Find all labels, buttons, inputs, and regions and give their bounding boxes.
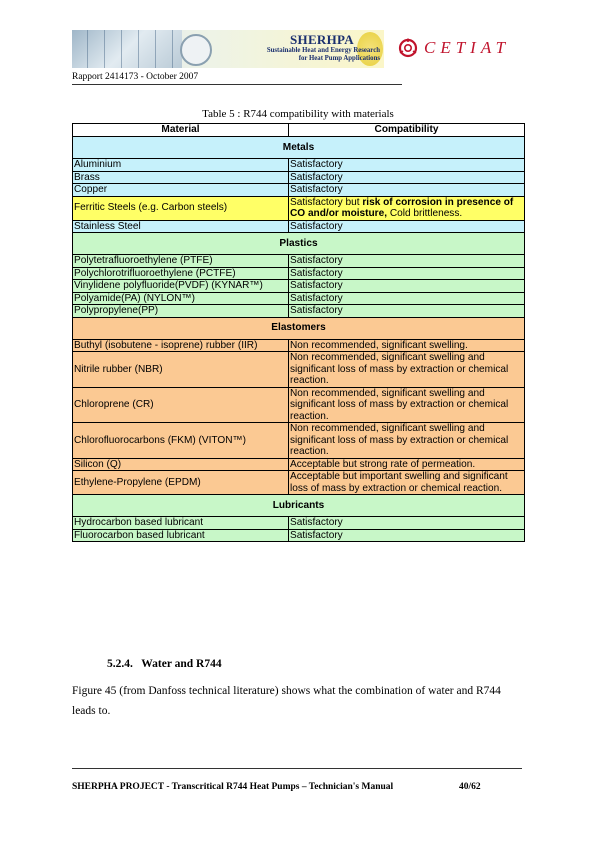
table-row-highlighted: [73, 196, 525, 220]
section-title: Plastics: [73, 233, 525, 255]
compatibility-cell: Satisfactory: [289, 280, 525, 293]
compatibility-cell: Acceptable but strong rate of permeation.: [289, 458, 525, 471]
material-cell: Silicon (Q): [73, 458, 289, 471]
column-header-material: Material: [73, 124, 289, 137]
material-cell: Ferritic Steels (e.g. Carbon steels): [73, 196, 289, 220]
table-row: [73, 171, 525, 184]
compatibility-cell: Satisfactory: [289, 220, 525, 233]
logo-title: SHERHPA: [290, 32, 354, 47]
compatibility-cell: Satisfactory: [289, 267, 525, 280]
table-row: [73, 423, 525, 459]
header-divider: [72, 84, 402, 85]
table-row: [73, 267, 525, 280]
compatibility-cell: Satisfactory: [289, 305, 525, 318]
table-row: [73, 184, 525, 197]
table-row: [73, 387, 525, 423]
section-title: Metals: [73, 137, 525, 159]
material-cell: Hydrocarbon based lubricant: [73, 517, 289, 530]
compatibility-cell: Non recommended, significant swelling and significant loss of mass by extraction or chemical reaction.: [289, 352, 525, 388]
logo-subtitle-line2: for Heat Pump Applications: [298, 55, 380, 62]
material-cell: Chlorofluorocarbons (FKM) (VITON™): [73, 423, 289, 459]
section-title: Elastomers: [73, 317, 525, 339]
material-cell: Stainless Steel: [73, 220, 289, 233]
heat-pump-graphic: [180, 34, 212, 66]
footer-project-title: SHERPHA PROJECT - Transcritical R744 Heat Pumps – Technician's Manual: [72, 782, 394, 792]
compatibility-cell: Satisfactory: [289, 529, 525, 542]
compatibility-text: Satisfactory but: [290, 196, 363, 208]
section-heading: 5.2.4. Water and R744: [107, 658, 222, 670]
table-row: [73, 305, 525, 318]
report-reference: Rapport 2414173 - October 2007: [72, 72, 199, 82]
logo-subtitle-line1: Sustainable Heat and Energy Research: [266, 47, 380, 54]
table-row: [73, 292, 525, 305]
table-header-row: [73, 124, 525, 137]
material-cell: Polypropylene(PP): [73, 305, 289, 318]
table-caption: Table 5 : R744 compatibility with materials: [202, 108, 394, 120]
table-row: [73, 220, 525, 233]
corrosion-warning: risk of corrosion in presence of CO and/or moisture,: [290, 196, 514, 219]
material-cell: Polyamide(PA) (NYLON™): [73, 292, 289, 305]
body-paragraph: Figure 45 (from Danfoss technical literature) shows what the combination of water and R744 leads to.: [72, 685, 501, 717]
solar-panel-graphic: [72, 30, 182, 68]
material-cell: Polytetrafluoroethylene (PTFE): [73, 255, 289, 268]
table-row: [73, 471, 525, 495]
compatibility-cell: Non recommended, significant swelling.: [289, 339, 525, 352]
material-cell: Brass: [73, 171, 289, 184]
sherhpa-logo: [72, 30, 384, 68]
page-number: 40/62: [459, 782, 481, 792]
compatibility-cell: Acceptable but important swelling and significant loss of mass by extraction or chemical reaction.: [289, 471, 525, 495]
column-header-compatibility: Compatibility: [289, 124, 525, 137]
compatibility-cell: Non recommended, significant swelling and significant loss of mass by extraction or chemical reaction.: [289, 423, 525, 459]
material-cell: Nitrile rubber (NBR): [73, 352, 289, 388]
table-row: [73, 159, 525, 172]
section-row-lubricants: [73, 495, 525, 517]
table-row: [73, 517, 525, 530]
cetiat-wordmark: CETIAT: [424, 38, 511, 57]
compatibility-text-tail: Cold brittleness.: [387, 208, 463, 219]
footer-divider: [72, 768, 522, 769]
table-row: [73, 280, 525, 293]
table-row: [73, 352, 525, 388]
compatibility-cell: Satisfactory: [289, 184, 525, 197]
table-row: [73, 529, 525, 542]
material-cell: Vinylidene polyfluoride(PVDF) (KYNAR™): [73, 280, 289, 293]
material-cell: Chloroprene (CR): [73, 387, 289, 423]
material-cell: Copper: [73, 184, 289, 197]
section-row-elastomers: [73, 317, 525, 339]
compatibility-cell: Satisfactory: [289, 517, 525, 530]
section-row-metals: [73, 137, 525, 159]
compatibility-table: [72, 123, 525, 542]
section-row-plastics: [73, 233, 525, 255]
material-cell: Ethylene-Propylene (EPDM): [73, 471, 289, 495]
logo-subtitle: [240, 47, 380, 63]
section-title: Lubricants: [73, 495, 525, 517]
material-cell: Aluminium: [73, 159, 289, 172]
material-cell: Polychlorotrifluoroethylene (PCTFE): [73, 267, 289, 280]
table-row: [73, 458, 525, 471]
material-cell: Fluorocarbon based lubricant: [73, 529, 289, 542]
cetiat-emblem-icon: [398, 38, 418, 58]
compatibility-cell: Satisfactory: [289, 159, 525, 172]
compatibility-cell: Satisfactory: [289, 292, 525, 305]
compatibility-cell: [289, 196, 525, 220]
table-row: [73, 255, 525, 268]
compatibility-cell: Non recommended, significant swelling and significant loss of mass by extraction or chemical reaction.: [289, 387, 525, 423]
compatibility-cell: Satisfactory: [289, 171, 525, 184]
table-row: [73, 339, 525, 352]
cetiat-logo: [398, 34, 510, 62]
material-cell: Buthyl (isobutene - isoprene) rubber (IIR): [73, 339, 289, 352]
compatibility-cell: Satisfactory: [289, 255, 525, 268]
